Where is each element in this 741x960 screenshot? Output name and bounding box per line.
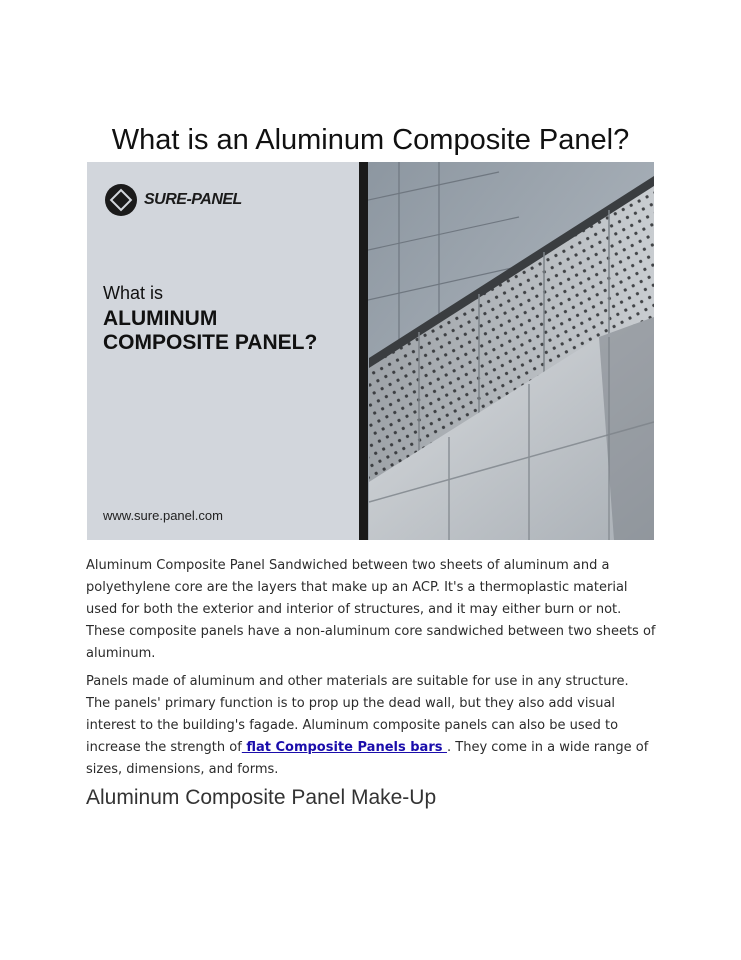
uses-paragraph bbox=[86, 671, 656, 781]
page-title: What is an Aluminum Composite Panel? bbox=[111, 124, 630, 156]
article-banner-image bbox=[87, 162, 654, 540]
composite-panels-link[interactable]: flat Composite Panels bars bbox=[241, 740, 447, 755]
banner-url: www.sure.panel.com bbox=[103, 508, 223, 523]
paragraph-text: Panels made of aluminum and other materials are suitable for use in any structure. The panels' primary function is to prop up the dead wall, but they also add visual interest to the building's fagade. Aluminum composite panels can also be used to increase the strength of bbox=[86, 674, 629, 755]
brand-logo bbox=[105, 184, 242, 216]
section-heading: Aluminum Composite Panel Make-Up bbox=[86, 786, 437, 809]
banner-question-intro: What is bbox=[103, 283, 164, 303]
banner-question-line: ALUMINUM bbox=[103, 307, 218, 330]
building-facade-photo bbox=[359, 162, 654, 540]
puzzle-logo-icon bbox=[105, 184, 137, 216]
banner-text-panel bbox=[87, 162, 359, 540]
paragraph-text: . They come in a wide range of sizes, dimensions, and forms. bbox=[86, 740, 649, 777]
intro-paragraph: Aluminum Composite Panel Sandwiched between two sheets of aluminum and a polyethylene core are the layers that make up an ACP. It's a thermoplastic material used for both the exterior and interior of structures, and it may either burn or not. These composite panels have a non-aluminum core sandwiched between two sheets of aluminum. bbox=[86, 558, 656, 661]
logo-text: SURE-PANEL bbox=[144, 191, 242, 208]
banner-question-main bbox=[103, 307, 363, 355]
banner-question-line: COMPOSITE PANEL? bbox=[103, 331, 318, 354]
